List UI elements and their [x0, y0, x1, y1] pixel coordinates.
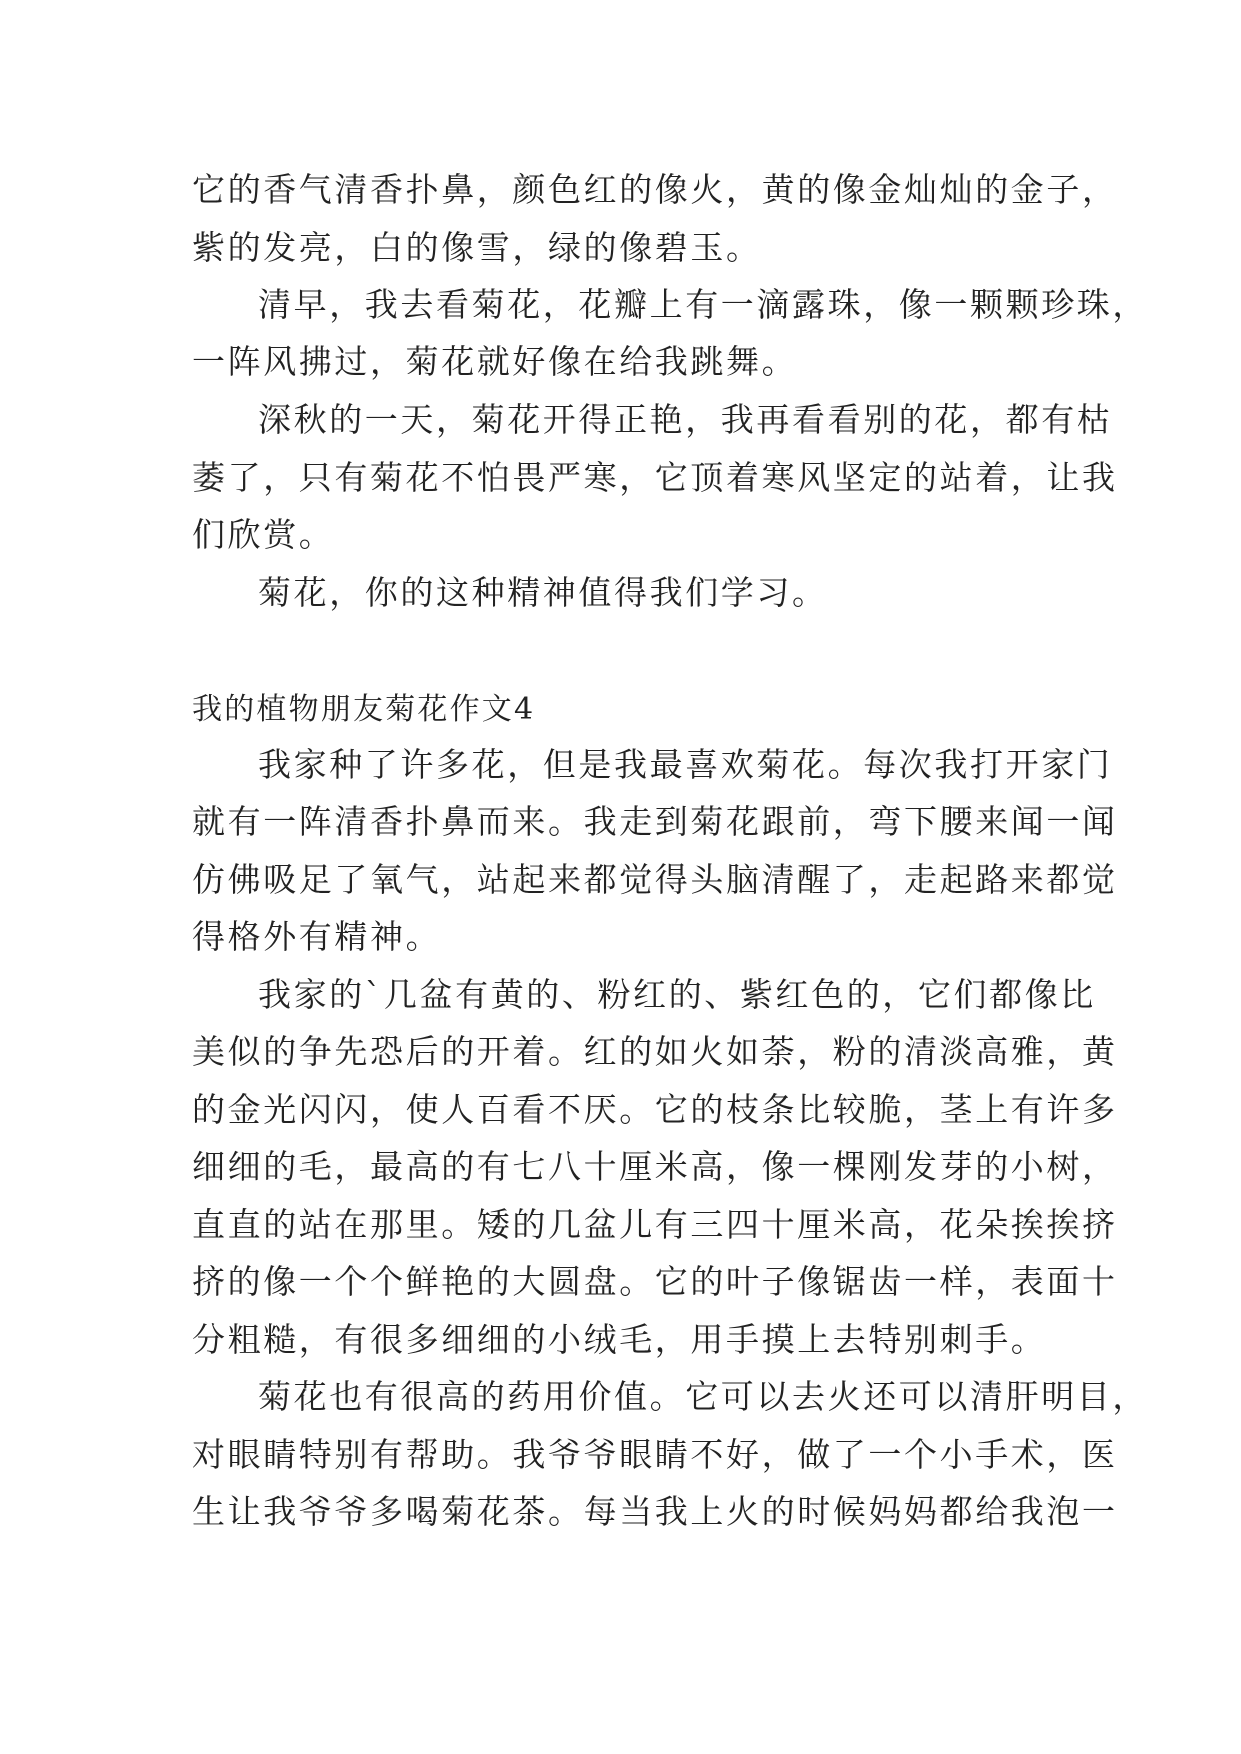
- text-line: 得格外有精神。: [192, 917, 442, 956]
- text-line: 美似的争先恐后的开着。红的如火如荼，粉的清淡高雅，黄: [192, 1032, 1118, 1071]
- text-line: 们欣赏。: [192, 515, 335, 554]
- text-line: 它的香气清香扑鼻，颜色红的像火，黄的像金灿灿的金子，: [192, 170, 1118, 209]
- text-line: 生让我爷爷多喝菊花茶。每当我上火的时候妈妈都给我泡一: [192, 1492, 1118, 1531]
- text-line: 直直的站在那里。矮的几盆儿有三四十厘米高，花朵挨挨挤: [192, 1205, 1118, 1244]
- paragraph-start-line: 菊花也有很高的药用价值。它可以去火还可以清肝明目，: [258, 1377, 1148, 1416]
- paragraph-start-line: 深秋的一天，菊花开得正艳，我再看看别的花，都有枯: [258, 400, 1113, 439]
- text-line: 仿佛吸足了氧气，站起来都觉得头脑清醒了，走起路来都觉: [192, 860, 1118, 899]
- text-line: 分粗糙，有很多细细的小绒毛，用手摸上去特别刺手。: [192, 1320, 1047, 1359]
- text-line: 萎了，只有菊花不怕畏严寒，它顶着寒风坚定的站着，让我: [192, 458, 1118, 497]
- paragraph-start-line: 菊花，你的这种精神值得我们学习。: [258, 573, 828, 612]
- text-line: 对眼睛特别有帮助。我爷爷眼睛不好，做了一个小手术，医: [192, 1435, 1118, 1474]
- text-line: 紫的发亮，白的像雪，绿的像碧玉。: [192, 228, 762, 267]
- text-line: 一阵风拂过，菊花就好像在给我跳舞。: [192, 342, 798, 381]
- section-heading: 我的植物朋友菊花作文4: [192, 692, 536, 727]
- paragraph-start-line: 清早，我去看菊花，花瓣上有一滴露珠，像一颗颗珍珠，: [258, 285, 1148, 324]
- text-line: 挤的像一个个鲜艳的大圆盘。它的叶子像锯齿一样，表面十: [192, 1262, 1118, 1301]
- text-line: 细细的毛，最高的有七八十厘米高，像一棵刚发芽的小树，: [192, 1147, 1118, 1186]
- paragraph-start-line: 我家种了许多花，但是我最喜欢菊花。每次我打开家门: [258, 745, 1113, 784]
- text-line: 就有一阵清香扑鼻而来。我走到菊花跟前，弯下腰来闻一闻: [192, 802, 1118, 841]
- paragraph-start-line: 我家的`几盆有黄的、粉红的、紫红色的，它们都像比: [258, 975, 1096, 1014]
- text-line: 的金光闪闪，使人百看不厌。它的枝条比较脆，茎上有许多: [192, 1090, 1118, 1129]
